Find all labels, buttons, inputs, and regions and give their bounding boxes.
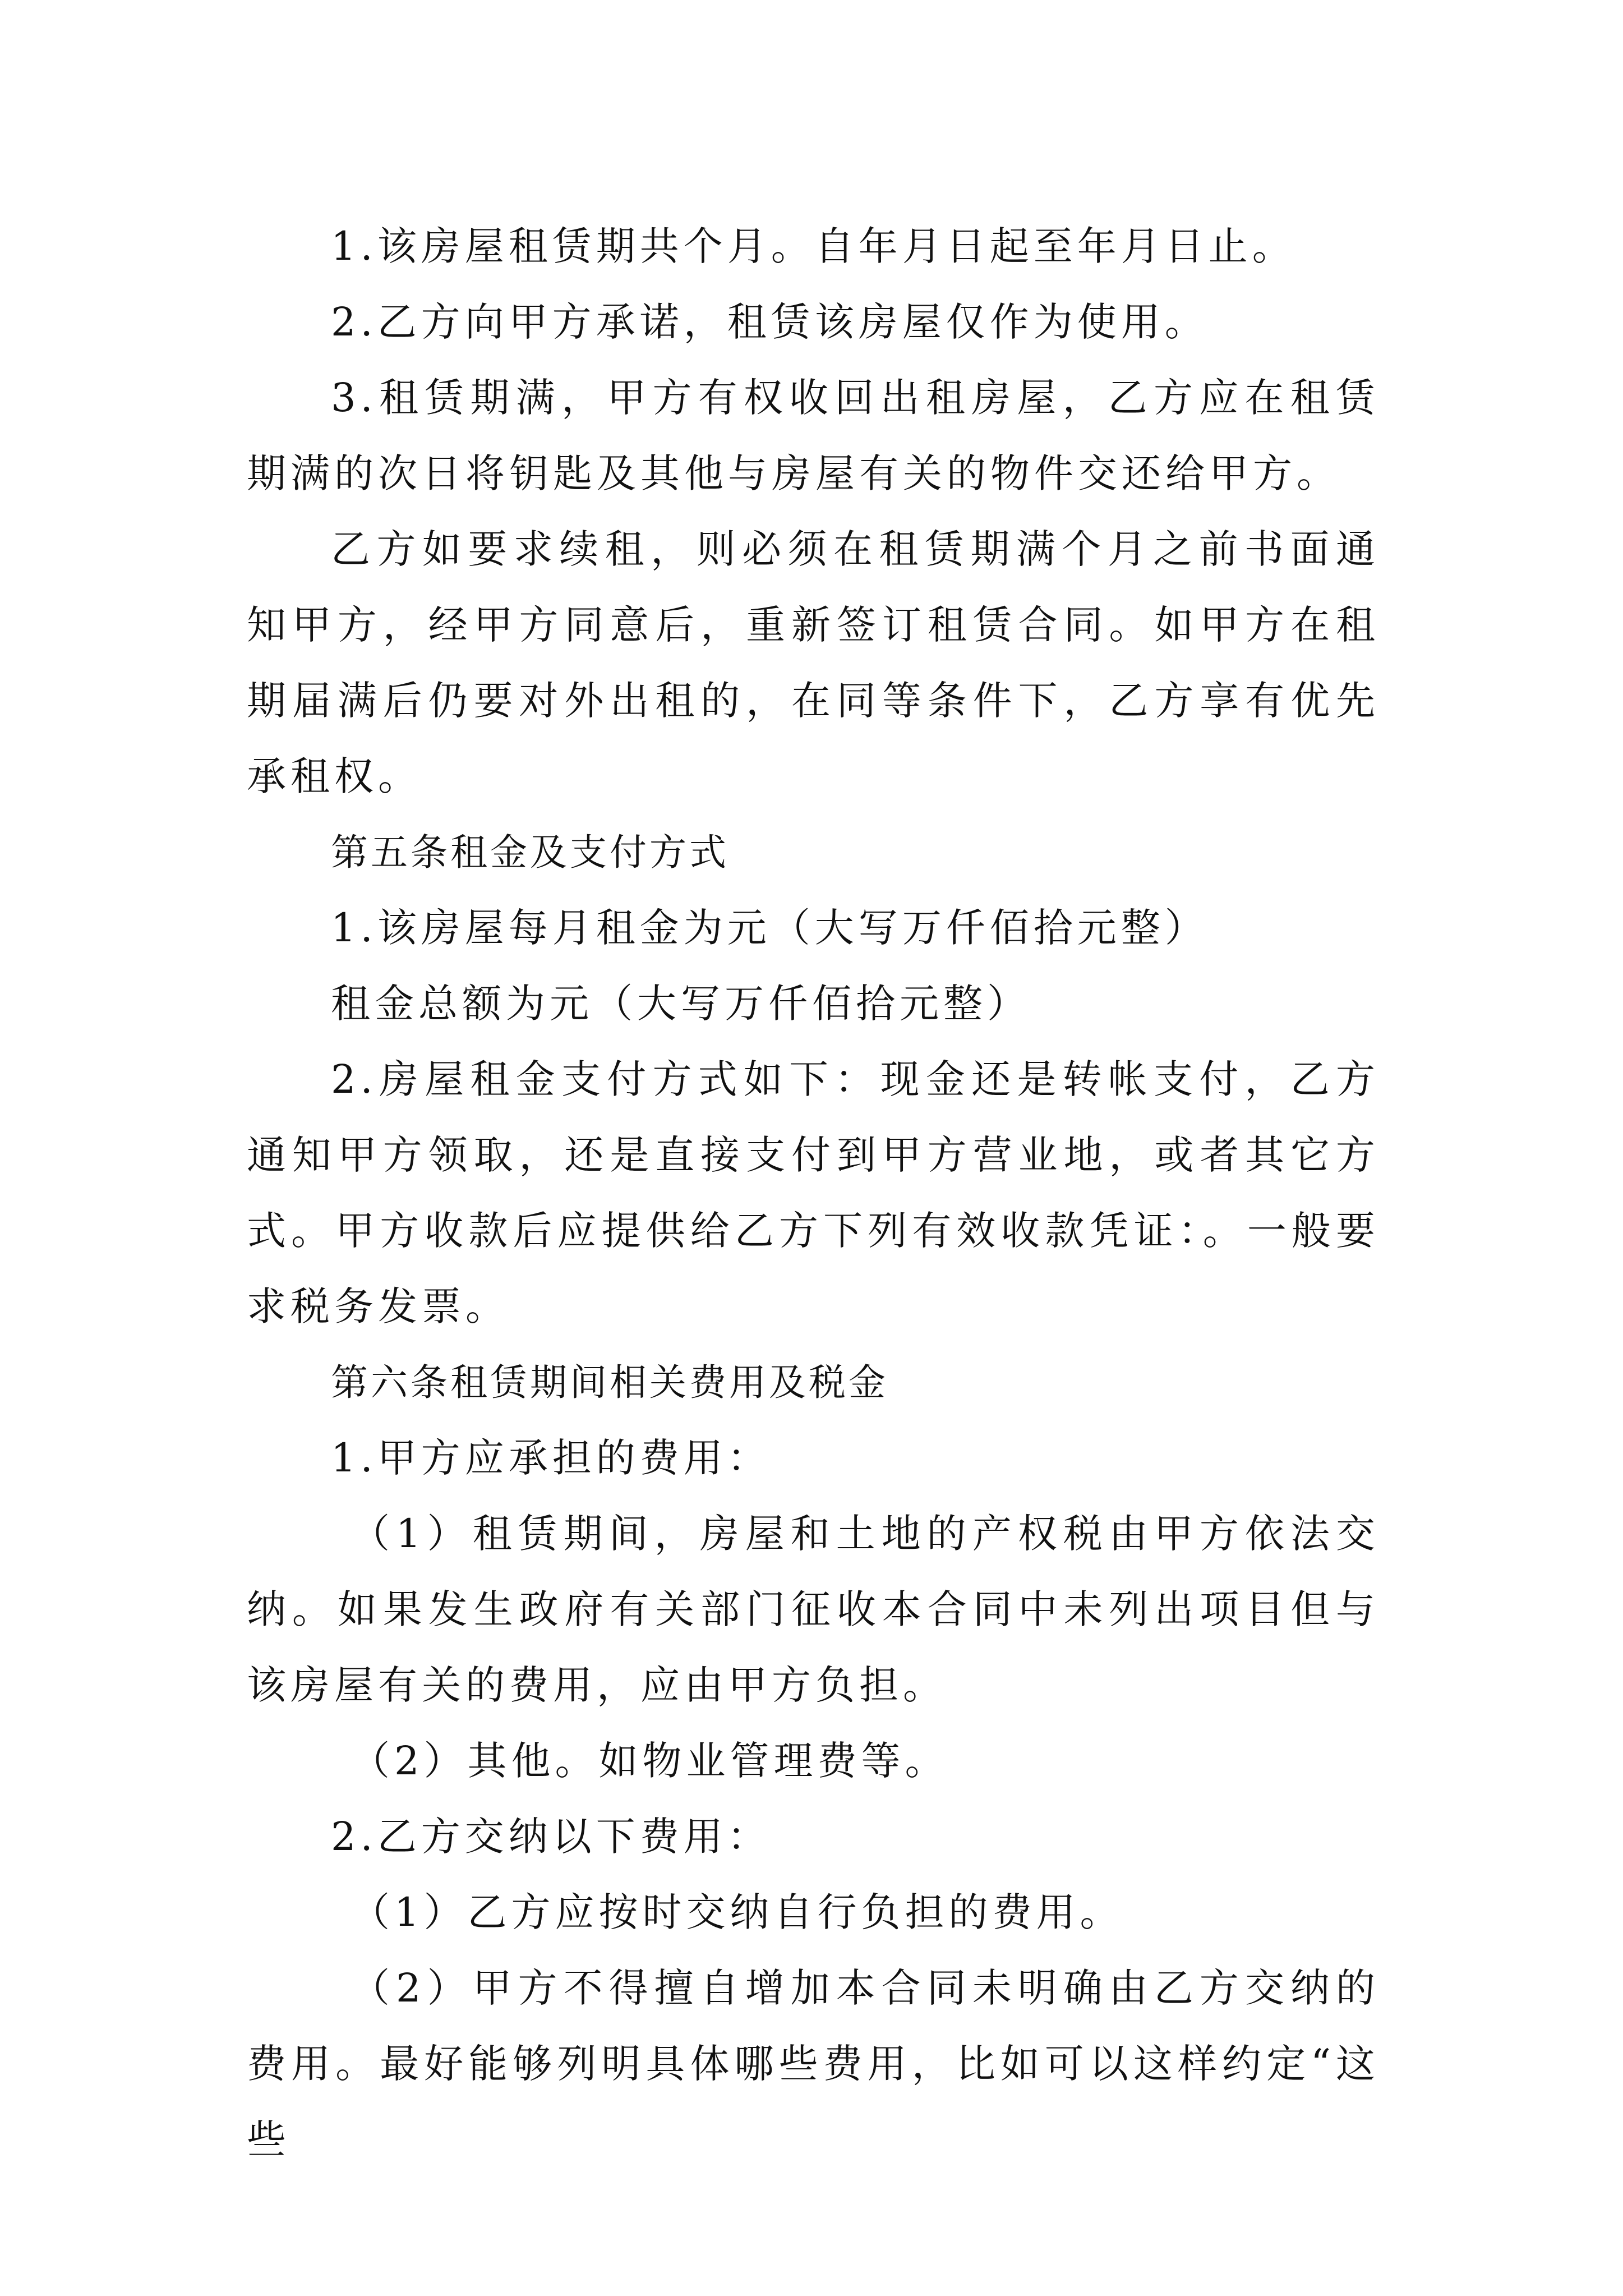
document-body: [247, 209, 1380, 2178]
section-heading-rent: 第五条租金及支付方式: [331, 831, 729, 874]
paragraph-tenant-fee-2: （2）甲方不得擅自增加本合同未明确由乙方交纳的费用。最好能够列明具体哪些费用，比如可以这样约定“这些: [247, 1965, 1380, 2162]
paragraph-term-period: 1.该房屋租赁期共个月。自年月日起至年月日止。: [331, 223, 1296, 269]
section-heading-fees: 第六条租赁期间相关费用及税金: [331, 1361, 888, 1404]
paragraph-tenant-fee-1: （1）乙方应按时交纳自行负担的费用。: [351, 1889, 1124, 1935]
paragraph-landlord-fees: 1.甲方应承担的费用：: [331, 1435, 771, 1481]
paragraph-tenant-fees: 2.乙方交纳以下费用：: [331, 1814, 771, 1860]
paragraph-landlord-fee-1: （1）租赁期间，房屋和土地的产权税由甲方依法交纳。如果发生政府有关部门征收本合同中未列出项目但与该房屋有关的费用，应由甲方负担。: [247, 1511, 1380, 1708]
paragraph-total-rent: 租金总额为元（大写万仟佰拾元整）: [331, 981, 1031, 1027]
paragraph-renewal: 乙方如要求续租，则必须在租赁期满个月之前书面通知甲方，经甲方同意后，重新签订租赁合同。如甲方在租期届满后仍要对外出租的，在同等条件下，乙方享有优先承租权。: [247, 526, 1380, 799]
paragraph-monthly-rent: 1.该房屋每月租金为元（大写万仟佰拾元整）: [331, 905, 1209, 951]
paragraph-lease-expiry: 3.租赁期满，甲方有权收回出租房屋，乙方应在租赁期满的次日将钥匙及其他与房屋有关的物件交还给甲方。: [247, 375, 1380, 496]
paragraph-payment-method: 2.房屋租金支付方式如下：现金还是转帐支付，乙方通知甲方领取，还是直接支付到甲方营业地，或者其它方式。甲方收款后应提供给乙方下列有效收款凭证：。一般要求税务发票。: [247, 1056, 1380, 1329]
paragraph-usage-promise: 2.乙方向甲方承诺，租赁该房屋仅作为使用。: [331, 299, 1209, 345]
paragraph-landlord-fee-2: （2）其他。如物业管理费等。: [351, 1738, 949, 1784]
